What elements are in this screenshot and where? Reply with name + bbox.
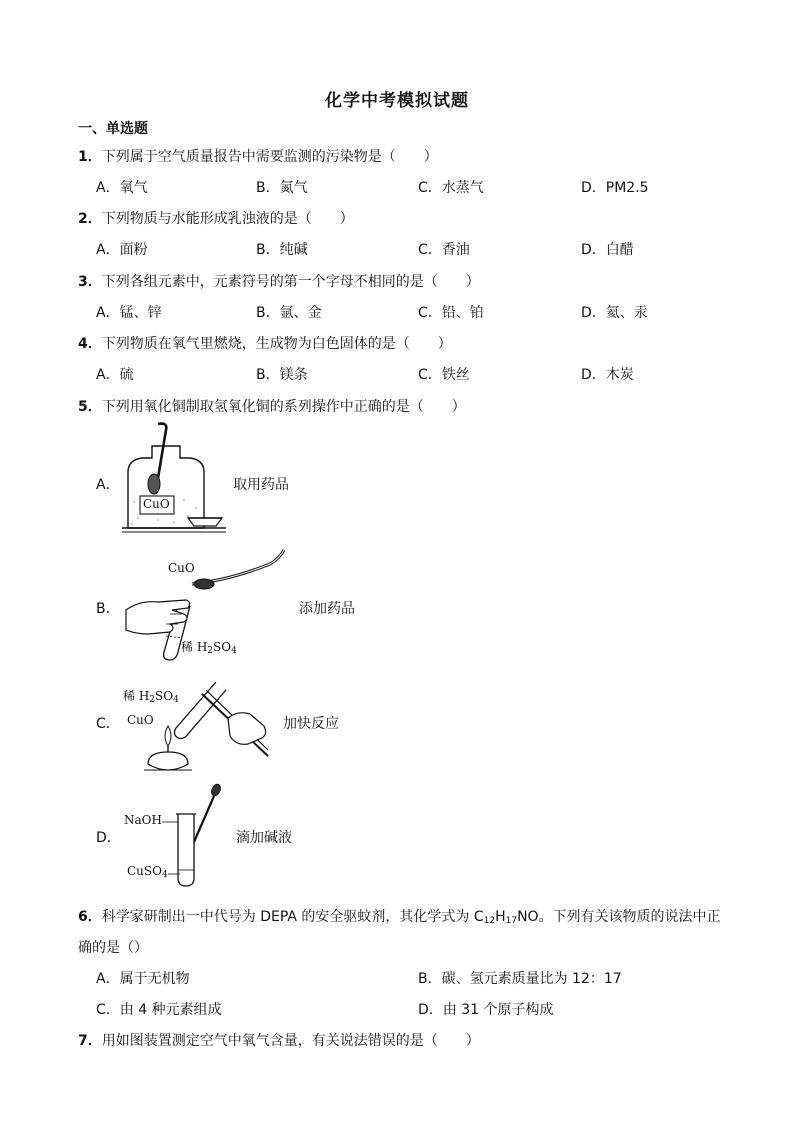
q2-option-a[interactable]: A．面粉 [96, 242, 148, 258]
question-number: 5． [78, 399, 102, 415]
q5-option-d-label: 滴加碱液 [236, 830, 292, 846]
q4-option-c[interactable]: C．铁丝 [418, 367, 470, 383]
question-stem: 下列物质与水能形成乳浊液的是（ ） [101, 211, 354, 227]
q1-option-d[interactable]: D．PM2.5 [581, 180, 649, 196]
acid-label: 稀 $H_2SO_4$ [123, 689, 179, 705]
question-number: 7． [78, 1033, 102, 1049]
q1-option-c[interactable]: C．水蒸气 [418, 180, 484, 196]
question-6: 6．科学家研制出一中代号为 DEPA 的安全驱蚊剂，其化学式为 $C_{12}H_{17}NO$。下列有关该物质的说法中正 [78, 909, 721, 926]
q6-option-a[interactable]: A．属于无机物 [96, 971, 190, 987]
dropper-test-tube-figure [160, 782, 230, 890]
question-stem: 下列物质在氧气里燃烧，生成物为白色固体的是（ ） [101, 336, 452, 352]
section-heading: 一、单选题 [78, 121, 148, 137]
acid-label: 稀 $H_2SO_4$ [181, 640, 237, 656]
question-4 [78, 333, 452, 353]
cuo-spoon-label: CuO [168, 561, 195, 575]
reagent-bottle-figure [118, 422, 228, 534]
cuo-bottle-label: CuO [143, 497, 170, 511]
question-number: 4． [78, 336, 102, 352]
q1-option-b[interactable]: B．氮气 [256, 180, 308, 196]
question-number: 2． [78, 211, 102, 227]
question-1 [78, 146, 438, 166]
question-stem: 下列各组元素中，元素符号的第一个字母不相同的是（ ） [101, 274, 480, 290]
q5-option-b-label: 添加药品 [299, 601, 355, 617]
q6-option-c[interactable]: C．由 4 种元素组成 [96, 1002, 222, 1018]
question-3 [78, 271, 480, 291]
q2-option-d[interactable]: D．白醋 [581, 242, 634, 258]
question-stem: 下列用氧化铜制取氢氧化铜的系列操作中正确的是（ ） [101, 399, 466, 415]
question-stem: 科学家研制出一中代号为 DEPA 的安全驱蚊剂，其化学式为 C [101, 909, 484, 925]
question-5 [78, 396, 466, 416]
question-number: 6． [78, 909, 102, 925]
q4-option-d[interactable]: D．木炭 [581, 367, 634, 383]
q4-option-b[interactable]: B．镁条 [256, 367, 308, 383]
q4-option-a[interactable]: A．硫 [96, 367, 134, 383]
q3-option-c[interactable]: C．铅、铂 [418, 305, 484, 321]
question-6-line-2: 确的是（） [78, 940, 148, 956]
question-7 [78, 1030, 480, 1050]
q5-option-b-letter[interactable]: B． [96, 601, 120, 617]
question-2 [78, 208, 354, 228]
q3-option-d[interactable]: D．氦、汞 [581, 305, 648, 321]
question-number: 3． [78, 274, 102, 290]
q5-option-c-label: 加快反应 [283, 716, 339, 732]
question-stem: 下列属于空气质量报告中需要监测的污染物是（ ） [101, 149, 438, 165]
naoh-label: NaOH [124, 813, 162, 827]
q5-option-d-letter[interactable]: D． [96, 830, 121, 846]
question-number: 1． [78, 149, 102, 165]
cuso4-label: CuSO$_4$ [127, 864, 168, 880]
q5-option-a-label: 取用药品 [233, 477, 289, 493]
page-title: 化学中考模拟试题 [325, 91, 469, 111]
q1-option-a[interactable]: A．氧气 [96, 180, 148, 196]
q2-option-c[interactable]: C．香油 [418, 242, 470, 258]
q3-option-b[interactable]: B．氩、金 [256, 305, 322, 321]
q6-option-b[interactable]: B．碳、氢元素质量比为 12：17 [418, 971, 622, 987]
question-stem: 用如图装置测定空气中氧气含量，有关说法错误的是（ ） [101, 1033, 480, 1049]
q6-option-d[interactable]: D．由 31 个原子构成 [418, 1002, 554, 1018]
q3-option-a[interactable]: A．锰、锌 [96, 305, 162, 321]
q5-option-a-letter[interactable]: A． [96, 477, 120, 493]
cuo-label: CuO [127, 713, 154, 727]
q5-option-c-letter[interactable]: C． [96, 716, 120, 732]
q2-option-b[interactable]: B．纯碱 [256, 242, 308, 258]
